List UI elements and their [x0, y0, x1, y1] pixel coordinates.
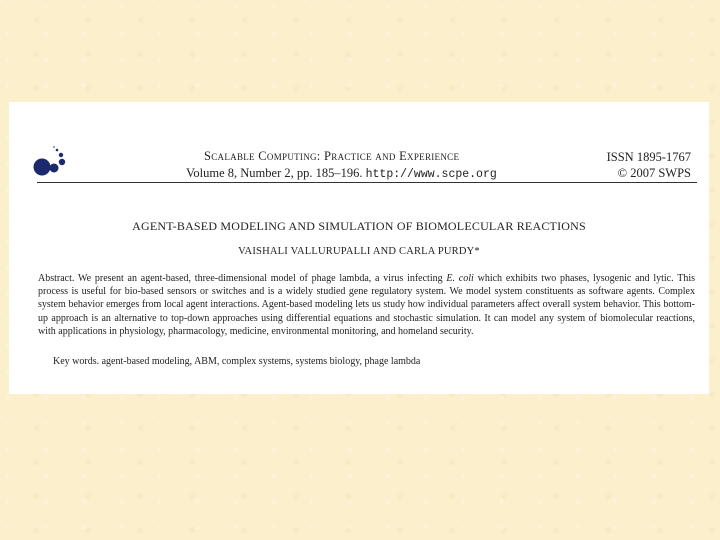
keywords-text: agent-based modeling, ABM, complex systems, systems biology, phage lambda — [101, 356, 421, 367]
keywords — [53, 355, 695, 368]
journal-header — [186, 149, 536, 181]
journal-url[interactable]: http://www.scpe.org — [365, 168, 497, 181]
volume-line — [186, 166, 536, 181]
abstract-text-2: which exhibits two phases, lysogenic and lytic. This process is useful for bio-based sensors or switches and is a widely studied gene regulatory system. We model system constituents as software agents. Complex system behavior emerges from local agent interactions. Agent-based modeling lets us study how individual parameters affect overall system behavior. This bottom-up approach is an alternative to top-down approaches using differential equations and stochastic simulation. It can model any system of biomolecular reactions, with applications in physiology, pharmacology, medicine, environmental monitoring, and homeland security. — [38, 273, 695, 337]
keywords-label: Key words. — [53, 356, 100, 367]
journal-logo-icon — [31, 144, 75, 178]
article-authors: VAISHALI VALLURUPALLI AND CARLA PURDY* — [238, 246, 480, 257]
header-divider — [37, 182, 697, 183]
journal-name: Scalable Computing: Practice and Experience — [204, 149, 460, 163]
copyright: © 2007 SWPS — [617, 166, 691, 180]
paper-page — [9, 102, 709, 394]
issn: ISSN 1895-1767 — [606, 150, 691, 164]
article-title: AGENT-BASED MODELING AND SIMULATION OF BIOMOLECULAR REACTIONS — [132, 219, 586, 233]
abstract-text-1: We present an agent-based, three-dimensional model of phage lambda, a virus infecting — [78, 273, 443, 284]
abstract-label: Abstract. — [38, 273, 75, 284]
abstract-ecoli: E. coli — [446, 273, 474, 284]
abstract — [38, 272, 695, 338]
volume-info: Volume 8, Number 2, pp. 185–196. — [186, 166, 363, 180]
issn-block — [607, 149, 691, 181]
